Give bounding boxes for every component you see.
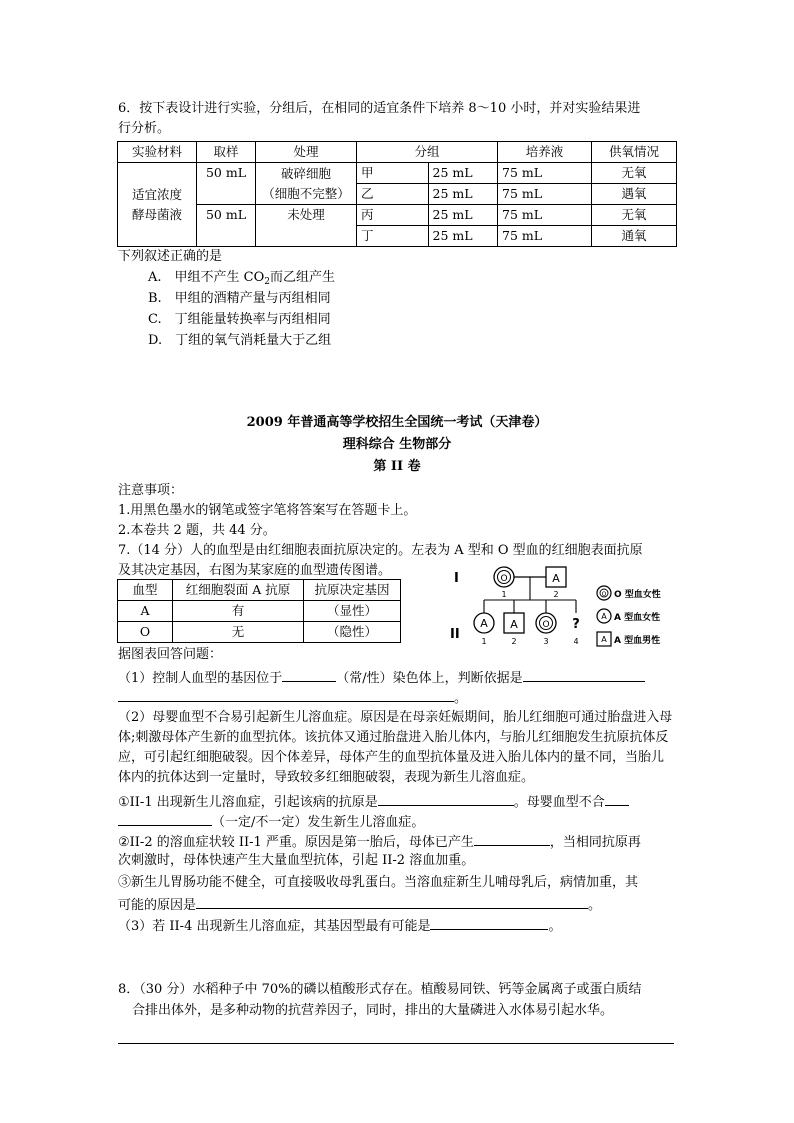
q6-stem-line1: 6．按下表设计进行实验，分组后，在相同的适宜条件下培养 8～10 小时，并对实验结果进 (118, 101, 641, 116)
i-2-symbol: A (552, 572, 560, 585)
legend-o-female (597, 586, 661, 600)
q7-stem-line2: 及其决定基因，右图为某家庭的血型遗传图谱。 (118, 563, 392, 578)
pedigree-diagram (448, 560, 688, 655)
ii-1-symbol: A (480, 617, 488, 630)
material-line1: 适宜浓度 (131, 186, 182, 202)
medium-cell: 75 mL (498, 226, 592, 247)
q8-line2: 合排出体外，是多种动物的抗营养因子，同时，排出的大量磷进入水体易引起水华。 (132, 1003, 614, 1018)
table-header-row (118, 142, 677, 163)
legend-o-female-label: O 型血女性 (614, 590, 661, 600)
sub3-end: 。 (588, 898, 602, 913)
legend-a-female-label: A 型血女性 (614, 613, 661, 623)
part1-text-a: （1）控制人血型的基因位于 (118, 671, 283, 686)
section-title-3: 第 II 卷 (373, 459, 421, 474)
answer-blank-memory[interactable] (474, 832, 550, 846)
legend-a-male (597, 632, 660, 646)
pedigree-ii-3-o-female (536, 613, 556, 633)
q7-sub2-line1 (118, 832, 641, 851)
answer-blank-reason-cont[interactable] (118, 688, 454, 702)
gene-a: （显性） (304, 601, 401, 622)
legend-a-male-label: A 型血男性 (614, 636, 661, 646)
option-a-sub: 2 (264, 277, 270, 287)
amount-cell: 25 mL (428, 226, 498, 247)
part3-end: 。 (548, 919, 562, 934)
header-treatment: 处理 (256, 142, 357, 163)
legend-o-symbol: O (601, 591, 607, 598)
ii-2-symbol: A (510, 618, 518, 631)
header-blood-type: 血型 (118, 580, 173, 601)
experiment-table (117, 141, 677, 247)
sub1-text-b: 。母婴血型不合 (513, 795, 605, 810)
material-line2: 酵母菌液 (131, 206, 182, 222)
table-header-row (118, 580, 401, 601)
gene-o: （隐性） (304, 622, 401, 643)
table-row (118, 622, 401, 643)
header-medium: 培养液 (498, 142, 592, 163)
table-row (118, 601, 401, 622)
part1-end: 。 (454, 691, 468, 706)
answer-blank-certainty-b[interactable] (118, 812, 212, 826)
group-cell: 丁 (357, 226, 429, 247)
ii-4-unknown: ? (572, 617, 580, 632)
pedigree-i-2-a-male (546, 567, 566, 587)
legend-a-male-symbol: A (601, 635, 607, 644)
ii-3-symbol: O (542, 620, 550, 630)
oxygen-cell: 通氧 (592, 226, 677, 247)
q7-intro: 据图表回答问题： (118, 647, 223, 662)
generation-i-label: I (454, 571, 459, 586)
q6-prompt: 下列叙述正确的是 (118, 249, 223, 264)
blood-type-table (117, 579, 401, 643)
oxygen-cell: 无氧 (592, 205, 677, 226)
header-group: 分组 (357, 142, 498, 163)
i-1-symbol: O (500, 574, 508, 584)
amount-cell: 25 mL (428, 184, 498, 205)
amount-cell: 25 mL (428, 205, 498, 226)
antigen-o: 无 (173, 622, 304, 643)
medium-cell: 75 mL (498, 184, 592, 205)
sample-a: 50 mL (197, 163, 256, 205)
header-antigen: 红细胞裂面 A 抗原 (173, 580, 304, 601)
treatment-a-line2: （细胞不完整） (262, 185, 350, 201)
answer-line[interactable] (118, 1043, 674, 1044)
sample-b: 50 mL (197, 205, 256, 247)
ii-1-number: 1 (481, 637, 487, 646)
amount-cell: 25 mL (428, 163, 498, 184)
sub1-text-c: （一定/不一定）发生新生儿溶血症。 (212, 815, 425, 830)
q7-part2-paragraph: （2）母婴血型不合易引起新生儿溶血症。原因是在母亲妊娠期间，胎儿红细胞可通过胎盘进入母体;刺激母体产生新的血型抗体。该抗体又通过胎盘进入胎儿体内，与胎儿红细胞发生抗原抗体反应，可引起红细胞破裂。因个体差异，母体产生的血型抗体量及进入胎儿体内的量不同，当胎儿体内的抗体达到一定量时，导致较多红细胞破裂，表现为新生儿溶血症。 (118, 710, 673, 785)
sub2-text-b: ，当相同抗原再 (549, 835, 641, 850)
q8-line1: 8．（30 分）水稻种子中 70%的磷以植酸形式存在。植酸易同铁、钙等金属离子或蛋白质结 (118, 982, 642, 997)
sub3-text-b: 可能的原因是 (118, 898, 197, 913)
sub2-text-a: ②II-2 的溶血症状较 II-1 严重。原因是第一胎后，母体已产生 (118, 835, 474, 850)
q6-option-c: C. 丁组能量转换率与丙组相同 (148, 312, 331, 327)
header-oxygen: 供氧情况 (592, 142, 677, 163)
table-row (118, 205, 677, 226)
q6-option-a (148, 269, 335, 291)
q7-part1-line2 (118, 688, 467, 707)
table-row (118, 163, 677, 184)
pedigree-ii-1-a-female (474, 613, 494, 633)
ii-2-number: 2 (511, 637, 517, 646)
answer-blank-cause[interactable] (196, 895, 588, 909)
q7-part1-line1 (118, 668, 645, 687)
treatment-a (256, 163, 357, 205)
sub1-text-a: ①II-1 出现新生儿溶血症，引起该病的抗原是 (118, 795, 378, 810)
answer-blank-genotype[interactable] (430, 916, 548, 930)
answer-blank-antigen[interactable] (378, 792, 514, 806)
group-cell: 甲 (357, 163, 429, 184)
group-cell: 丙 (357, 205, 429, 226)
q7-stem-line1: 7.（14 分）人的血型是由红细胞表面抗原决定的。左表为 A 型和 O 型血的红细胞表面抗原 (118, 543, 643, 558)
generation-ii-label: II (450, 627, 460, 642)
i-1-number: 1 (501, 590, 507, 599)
q6-option-d: D. 丁组的氧气消耗量大于乙组 (148, 333, 332, 348)
header-gene: 抗原决定基因 (304, 580, 401, 601)
q7-sub3-line1: ③新生儿胃肠功能不健全，可直接吸收母乳蛋白。当溶血症新生儿哺母乳后，病情加重，其 (118, 875, 639, 890)
answer-blank-certainty-a[interactable] (605, 792, 629, 806)
ii-3-number: 3 (543, 637, 549, 646)
legend-a-female (597, 609, 660, 623)
ii-4-number: 4 (573, 637, 579, 646)
q6-stem-line2: 行分析。 (118, 121, 171, 136)
note-2: 2.本卷共 2 题，共 44 分。 (118, 523, 276, 538)
q7-sub3-line2 (118, 895, 601, 914)
antigen-a: 有 (173, 601, 304, 622)
group-cell: 乙 (357, 184, 429, 205)
answer-blank-chromosome[interactable] (282, 668, 336, 682)
q6-option-b: B. 甲组的酒精产量与丙组相同 (148, 291, 331, 306)
medium-cell: 75 mL (498, 163, 592, 184)
section-title-1: 2009 年普通高等学校招生全国统一考试（天津卷） (246, 415, 548, 430)
part1-text-b: （常/性）染色体上，判断依据是 (336, 671, 523, 686)
header-sample: 取样 (197, 142, 256, 163)
header-material: 实验材料 (118, 142, 197, 163)
option-a-pre: A. 甲组不产生 CO (148, 270, 265, 285)
option-a-post: 而乙组产生 (270, 270, 336, 285)
blood-type-o: O (118, 622, 173, 643)
treatment-a-line1: 破碎细胞 (280, 165, 331, 181)
legend-a-female-symbol: A (601, 612, 607, 621)
q7-sub1-line2 (118, 812, 424, 831)
q7-sub2-line2: 次刺激时，母体快速产生大量血型抗体，引起 II-2 溶血加重。 (118, 853, 475, 868)
pedigree-ii-2-a-male (504, 613, 524, 633)
treatment-b: 未处理 (256, 205, 357, 247)
pedigree-i-1-o-female (494, 567, 514, 587)
q7-part3 (118, 916, 562, 935)
part3-text-a: （3）若 II-4 出现新生儿溶血症，其基因型最有可能是 (118, 919, 431, 934)
section-title-2: 理科综合 生物部分 (342, 437, 452, 452)
notes-heading: 注意事项： (118, 483, 184, 498)
answer-blank-reason[interactable] (523, 668, 645, 682)
oxygen-cell: 遇氧 (592, 184, 677, 205)
i-2-number: 2 (553, 590, 559, 599)
oxygen-cell: 无氧 (592, 163, 677, 184)
q7-sub1-line1 (118, 792, 629, 811)
note-1: 1.用黑色墨水的钢笔或签字笔将答案写在答题卡上。 (118, 503, 417, 518)
medium-cell: 75 mL (498, 205, 592, 226)
material-cell (118, 163, 197, 247)
blood-type-a: A (118, 601, 173, 622)
